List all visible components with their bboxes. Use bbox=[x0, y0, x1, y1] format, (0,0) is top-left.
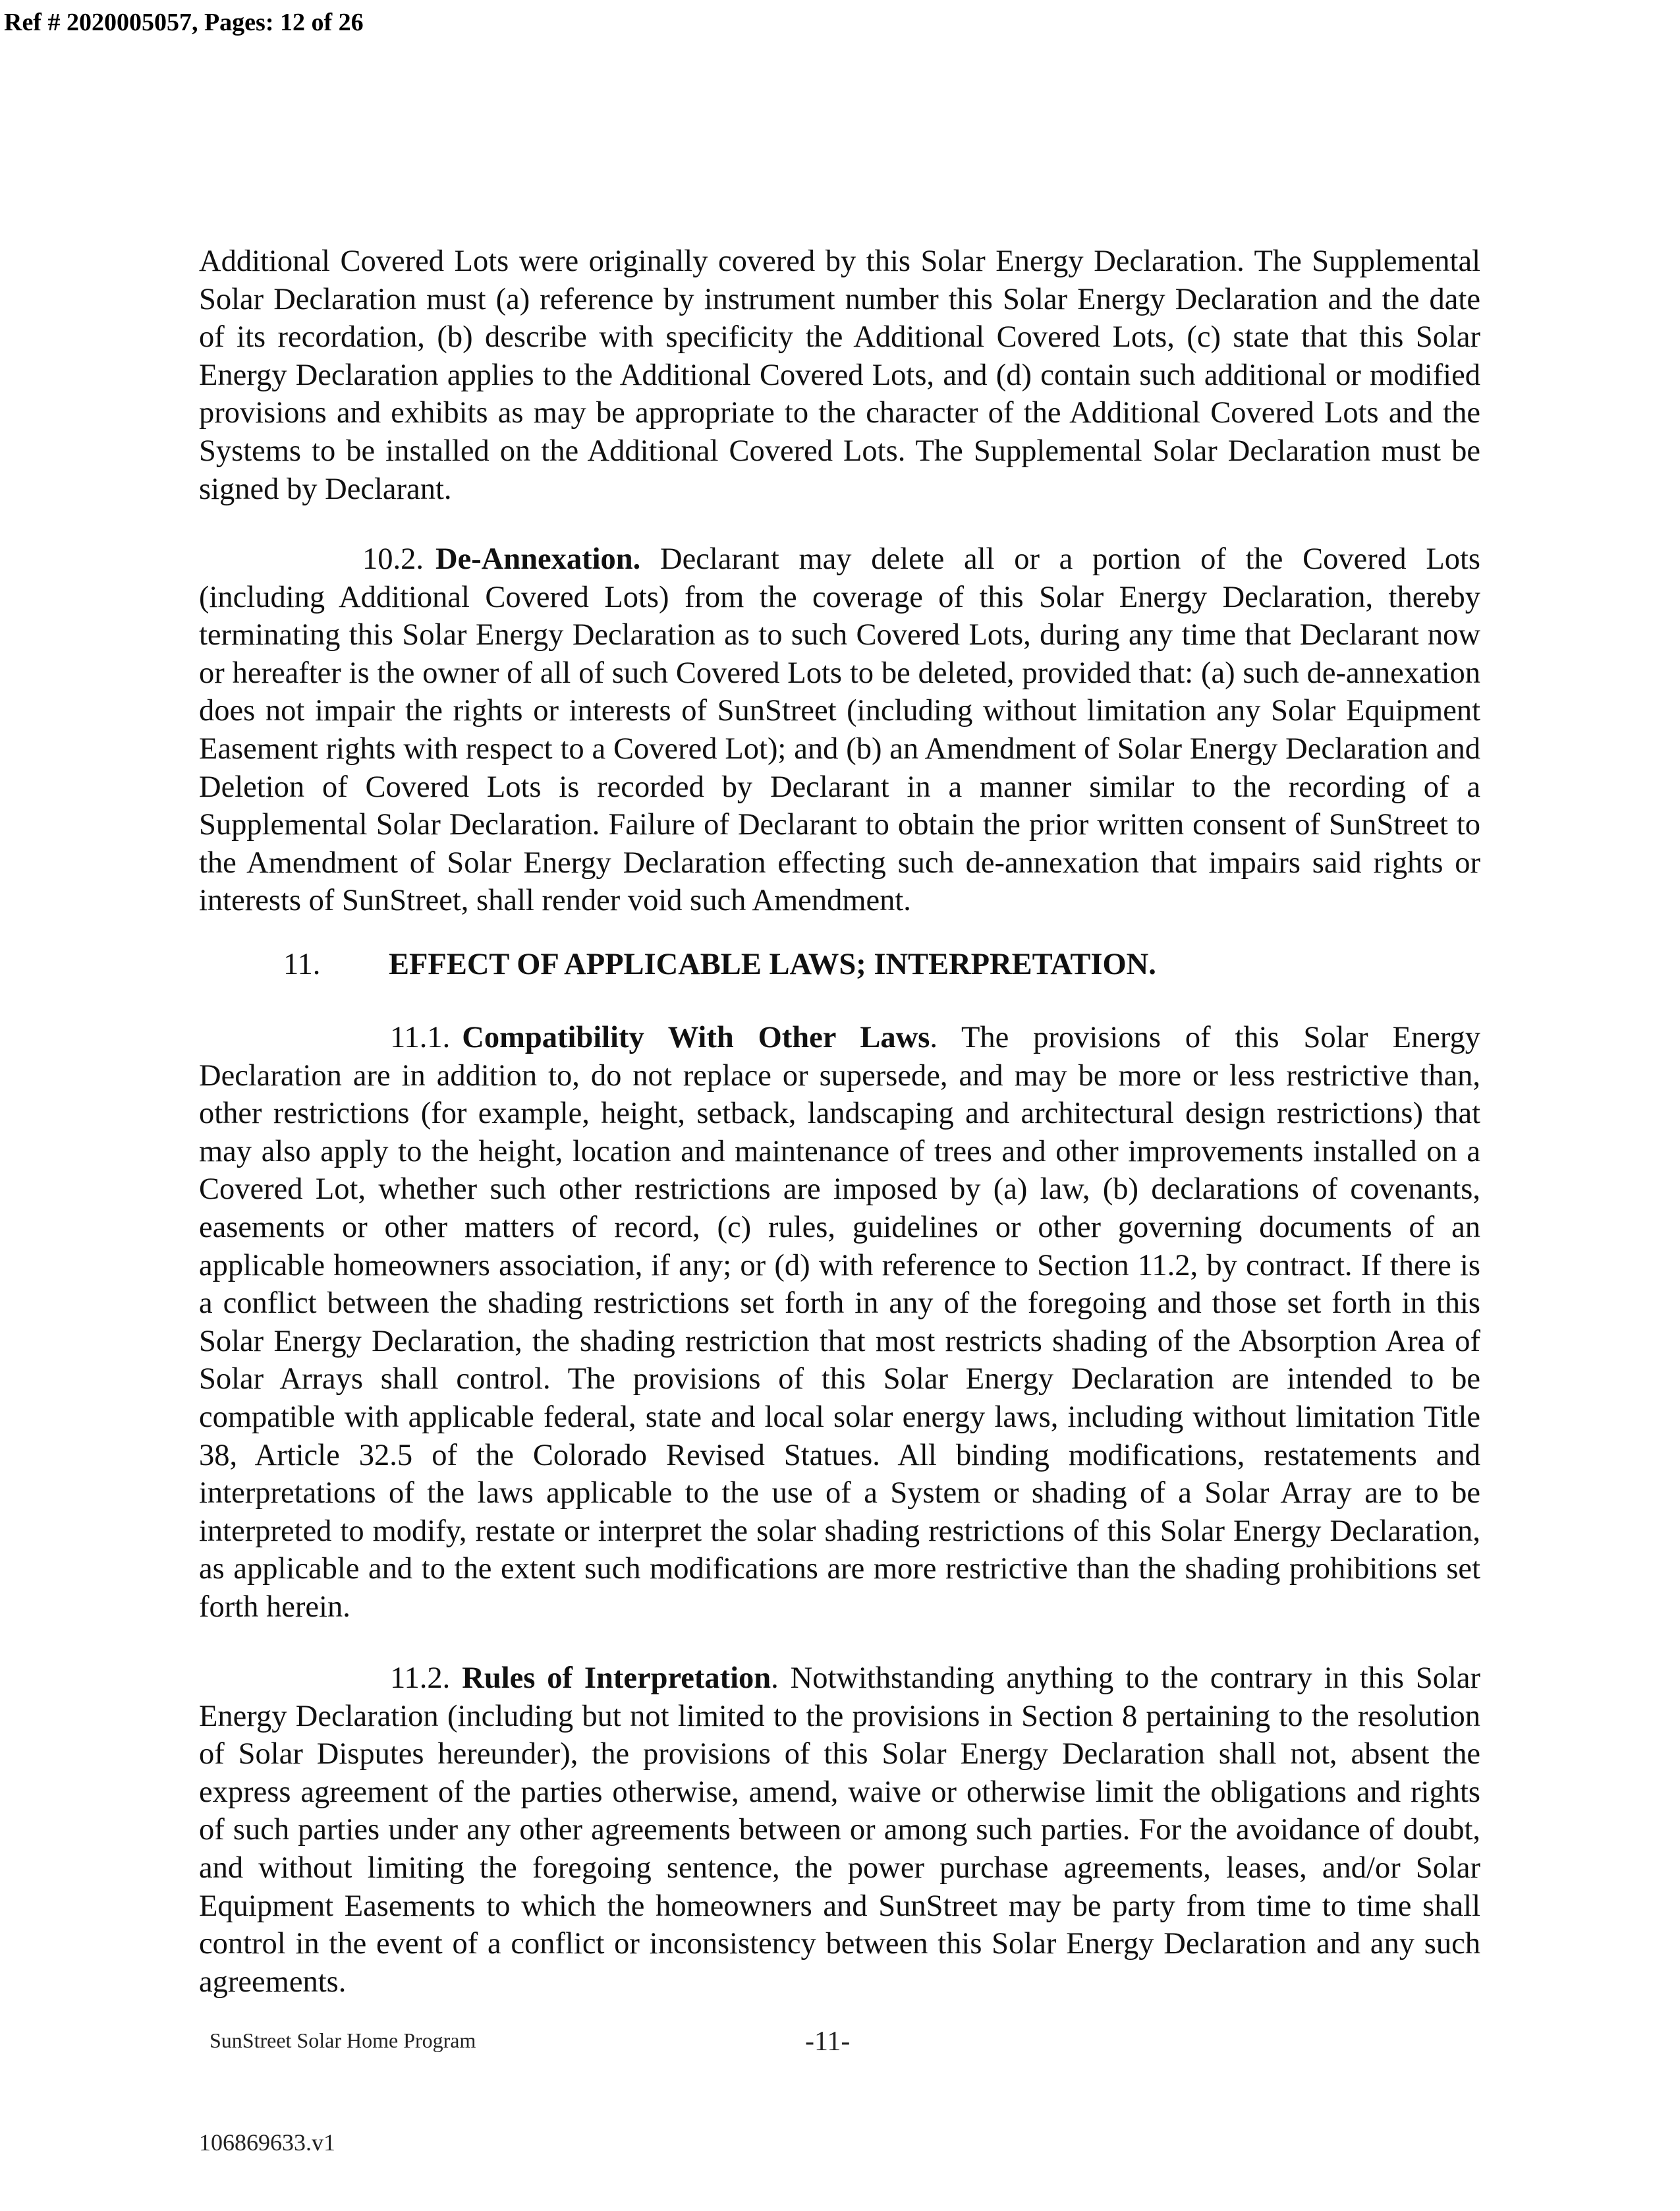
recording-reference-header: Ref # 2020005057, Pages: 12 of 26 bbox=[4, 9, 364, 36]
section-10-2-paragraph bbox=[199, 540, 1480, 920]
section-10-2-number: 10.2. bbox=[362, 542, 424, 576]
section-11-2-title: Rules of Interpretation bbox=[462, 1661, 771, 1695]
footer-program-name: SunStreet Solar Home Program bbox=[210, 2028, 476, 2052]
section-10-2-title: De-Annexation. bbox=[435, 542, 641, 576]
section-11-1-text: . The provisions of this Solar Energy Declaration are in addition to, do not replace or supersede, and may be more or less restrictive than, other restrictions (for example, height, setback, landscaping and architectural design restrictions) that may also apply to the height, location and maintenance of trees and other improvements installed on a Covered Lot, whether such other restrictions are imposed by (a) law, (b) declarations of covenants, easements or other matters of record, (c) rules, guidelines or other governing documents of an applicable homeowners association, if any; or (d) with reference to Section 11.2, by contract. If there is a conflict between the shading restrictions set forth in any of the foregoing and those set forth in this Solar Energy Declaration, the shading restriction that most restricts shading of the Absorption Area of Solar Arrays shall control. The provisions of this Solar Energy Declaration are intended to be compatible with applicable federal, state and local solar energy laws, including without limitation Title 38, Article 32.5 of the Colorado Revised Statues. All binding modifications, restatements and interpretations of the laws applicable to the use of a System or shading of a Solar Array are to be interpreted to modify, restate or interpret the solar shading restrictions of this Solar Energy Declaration, as applicable and to the extent such modifications are more restrictive than the shading prohibitions set forth herein. bbox=[199, 1021, 1480, 1624]
page-number: -11- bbox=[805, 2026, 851, 2057]
paragraph-continued: Additional Covered Lots were originally covered by this Solar Energy Declaration. The Supplemental Solar Declaration must (a) reference by instrument number this Solar Energy Declaration and the date of its recordation, (b) describe with specificity the Additional Covered Lots, (c) state that this Solar Energy Declaration applies to the Additional Covered Lots, and (d) contain such additional or modified provisions and exhibits as may be appropriate to the character of the Additional Covered Lots and the Systems to be installed on the Additional Covered Lots. The Supplemental Solar Declaration must be signed by Declarant. bbox=[199, 244, 1480, 506]
section-11-1-number: 11.1. bbox=[390, 1021, 451, 1054]
section-11-1-title: Compatibility With Other Laws bbox=[462, 1021, 930, 1054]
section-11-heading bbox=[283, 946, 1156, 984]
document-id: 106869633.v1 bbox=[199, 2129, 335, 2156]
section-11-2-paragraph bbox=[199, 1659, 1480, 2001]
section-11-2-number: 11.2. bbox=[390, 1661, 451, 1695]
section-11-number: 11. bbox=[283, 948, 321, 981]
section-11-1-paragraph bbox=[199, 1019, 1480, 1626]
section-11-title: EFFECT OF APPLICABLE LAWS; INTERPRETATION. bbox=[389, 948, 1156, 981]
section-10-2-text: Declarant may delete all or a portion of the Covered Lots (including Additional Covered Lots) from the coverage of this Solar Energy Declaration, thereby terminating this Solar Energy Declaration as to such Covered Lots, during any time that Declarant now or hereafter is the owner of all of such Covered Lots to be deleted, provided that: (a) such de-annexation does not impair the rights or interests of SunStreet (including without limitation any Solar Equipment Easement rights with respect to a Covered Lot); and (b) an Amendment of Solar Energy Declaration and Deletion of Covered Lots is recorded by Declarant in a manner similar to the recording of a Supplemental Solar Declaration. Failure of Declarant to obtain the prior written consent of SunStreet to the Amendment of Solar Energy Declaration effecting such de-annexation that impairs said rights or interests of SunStreet, shall render void such Amendment. bbox=[199, 542, 1481, 918]
section-11-2-text: . Notwithstanding anything to the contrary in this Solar Energy Declaration (including but not limited to the provisions in Section 8 pertaining to the resolution of Solar Disputes hereunder), the provisions of this Solar Energy Declaration shall not, absent the express agreement of the parties otherwise, amend, waive or otherwise limit the obligations and rights of such parties under any other agreements between or among such parties. For the avoidance of doubt, and without limiting the foregoing sentence, the power purchase agreements, leases, and/or Solar Equipment Easements to which the homeowners and SunStreet may be party from time to time shall control in the event of a conflict or inconsistency between this Solar Energy Declaration and any such agreements. bbox=[199, 1661, 1480, 1999]
